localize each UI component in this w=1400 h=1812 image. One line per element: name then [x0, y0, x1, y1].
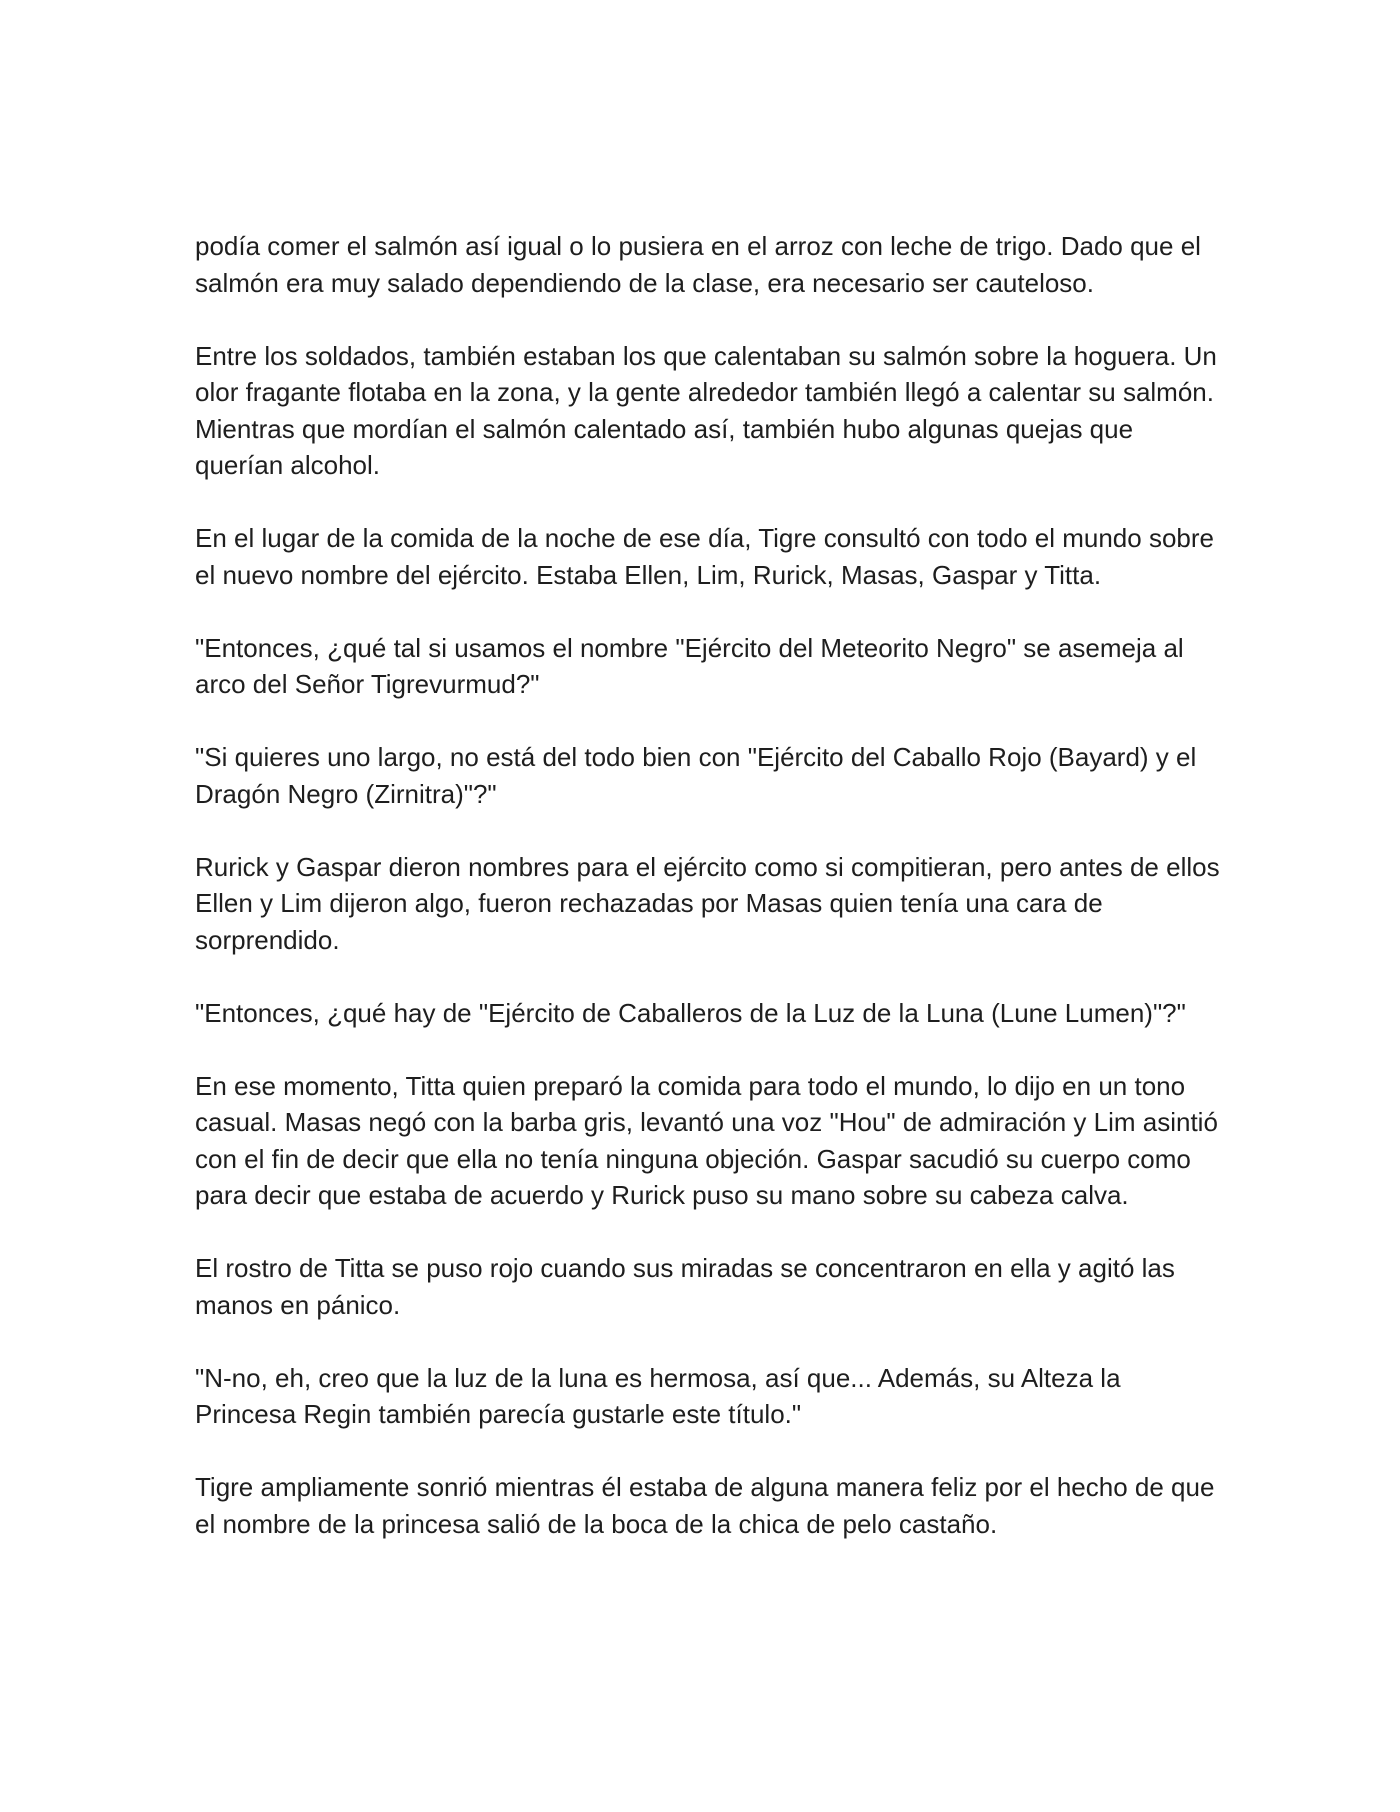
- document-body: [195, 228, 1225, 1542]
- paragraph: Rurick y Gaspar dieron nombres para el ejército como si compitieran, pero antes de ellos Ellen y Lim dijeron algo, fueron rechazadas por Masas quien tenía una cara de sorprendido.: [195, 851, 1220, 955]
- dialogue-paragraph: "Entonces, ¿qué tal si usamos el nombre "Ejército del Meteorito Negro" se asemeja al arco del Señor Tigrevurmud?": [195, 632, 1184, 699]
- dialogue-paragraph: "N-no, eh, creo que la luz de la luna es hermosa, así que... Además, su Alteza la Princesa Regin también parecía gustarle este título.": [195, 1362, 1121, 1429]
- paragraph: Entre los soldados, también estaban los que calentaban su salmón sobre la hoguera. Un olor fragante flotaba en la zona, y la gente alrededor también llegó a calentar su salmón. Mientras que mordían el salmón calentado así, también hubo algunas quejas que querían alcohol.: [195, 340, 1217, 480]
- paragraph: Tigre ampliamente sonrió mientras él estaba de alguna manera feliz por el hecho de que el nombre de la princesa salió de la boca de la chica de pelo castaño.: [195, 1472, 1215, 1539]
- dialogue-paragraph: "Si quieres uno largo, no está del todo bien con "Ejército del Caballo Rojo (Bayard) y el Dragón Negro (Zirnitra)"?": [195, 742, 1197, 809]
- paragraph: podía comer el salmón así igual o lo pusiera en el arroz con leche de trigo. Dado que el salmón era muy salado dependiendo de la clase, era necesario ser cauteloso.: [195, 231, 1201, 298]
- paragraph: En el lugar de la comida de la noche de ese día, Tigre consultó con todo el mundo sobre el nuevo nombre del ejército. Estaba Ellen, Lim, Rurick, Masas, Gaspar y Titta.: [195, 523, 1214, 590]
- paragraph: En ese momento, Titta quien preparó la comida para todo el mundo, lo dijo en un tono casual. Masas negó con la barba gris, levantó una voz "Hou" de admiración y Lim asintió con el fin de decir que ella no tenía ninguna objeción. Gaspar sacudió su cuerpo como para decir que estaba de acuerdo y Rurick puso su mano sobre su cabeza calva.: [195, 1070, 1218, 1210]
- dialogue-paragraph: "Entonces, ¿qué hay de "Ejército de Caballeros de la Luz de la Luna (Lune Lumen)"?": [195, 997, 1186, 1028]
- paragraph: El rostro de Titta se puso rojo cuando sus miradas se concentraron en ella y agitó las manos en pánico.: [195, 1253, 1175, 1320]
